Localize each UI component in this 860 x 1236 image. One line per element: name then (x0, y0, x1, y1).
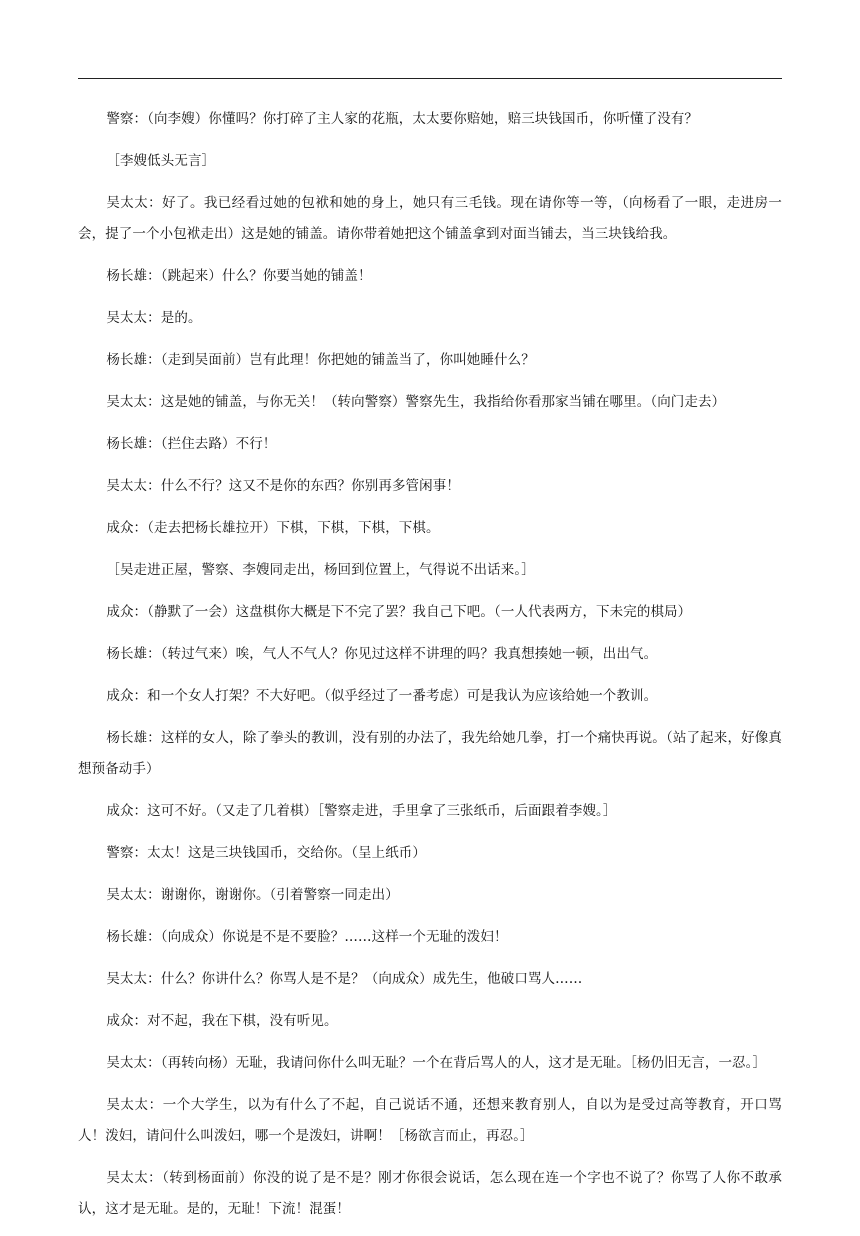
paragraph: 成众：这可不好。（又走了几着棋）［警察走进，手里拿了三张纸币，后面跟着李嫂。］ (106, 803, 617, 819)
paragraph: 吴太太：谢谢你，谢谢你。（引着警察一同走出） (106, 887, 399, 903)
paragraph: 杨长雄：这样的女人，除了拳头的教训，没有别的办法了，我先给她几拳，打一个痛快再说。（站了起来，好像真想预备动手） (78, 730, 782, 777)
paragraph: 警察：太太！这是三块钱国币，交给你。（呈上纸币） (106, 845, 426, 861)
header-rule (78, 78, 782, 79)
paragraph: 杨长雄：（跳起来）什么？你要当她的铺盖！ (106, 268, 372, 284)
paragraph: 吴太太：是的。 (106, 310, 202, 326)
paragraph: 杨长雄：（向成众）你说是不是不要脸？……这样一个无耻的泼妇！ (106, 929, 508, 945)
paragraph: 成众：（走去把杨长雄拉开）下棋，下棋，下棋，下棋。 (106, 520, 440, 536)
paragraph: 吴太太：这是她的铺盖，与你无关！（转向警察）警察先生，我指给你看那家当铺在哪里。（向门走去） (106, 394, 726, 410)
paragraph: 吴太太：一个大学生，以为有什么了不起，自己说话不通，还想来教育别人，自以为是受过高等教育，开口骂人！泼妇，请问什么叫泼妇，哪一个是泼妇，讲啊！［杨欲言而止，再忍。］ (78, 1097, 782, 1144)
paragraph: 杨长雄：（走到吴面前）岂有此理！你把她的铺盖当了，你叫她睡什么？ (106, 352, 535, 368)
stage-direction: ［吴走进正屋，警察、李嫂同走出，杨回到位置上，气得说不出话来。］ (106, 562, 535, 578)
stage-direction: ［李嫂低头无言］ (106, 153, 216, 169)
paragraph: 吴太太：（转到杨面前）你没的说了是不是？刚才你很会说话，怎么现在连一个字也不说了？你骂了人你不敢承认，这才是无耻。是的，无耻！下流！混蛋！ (78, 1170, 782, 1217)
paragraph: 吴太太：好了。我已经看过她的包袱和她的身上，她只有三毛钱。现在请你等一等，（向杨看了一眼，走进房一会，提了一个小包袱走出）这是她的铺盖。请你带着她把这个铺盖拿到对面当铺去，当三块钱给我。 (78, 195, 782, 242)
paragraph: 吴太太：什么不行？这又不是你的东西？你别再多管闲事！ (106, 478, 460, 494)
paragraph: 吴太太：什么？你讲什么？你骂人是不是？（向成众）成先生，他破口骂人…… (106, 971, 583, 987)
paragraph: 成众：（静默了一会）这盘棋你大概是下不完了罢？我自己下吧。（一人代表两方，下未完的棋局） (106, 604, 692, 620)
paragraph: 杨长雄：（转过气来）唉，气人不气人？你见过这样不讲理的吗？我真想揍她一顿，出出气。 (106, 646, 658, 662)
paragraph: 杨长雄：（拦住去路）不行！ (106, 436, 277, 452)
paragraph: 警察：（向李嫂）你懂吗？你打碎了主人家的花瓶，太太要你赔她，赔三块钱国币，你听懂了没有？ (106, 111, 698, 127)
document-body (78, 104, 782, 1236)
paragraph: 成众：和一个女人打架？不大好吧。（似乎经过了一番考虑）可是我认为应该给她一个教训。 (106, 688, 658, 704)
paragraph: 吴太太：（再转向杨）无耻，我请问你什么叫无耻？一个在背后骂人的人，这才是无耻。［杨仍旧无言，一忍。］ (106, 1055, 767, 1071)
paragraph: 成众：对不起，我在下棋，没有听见。 (106, 1013, 338, 1029)
